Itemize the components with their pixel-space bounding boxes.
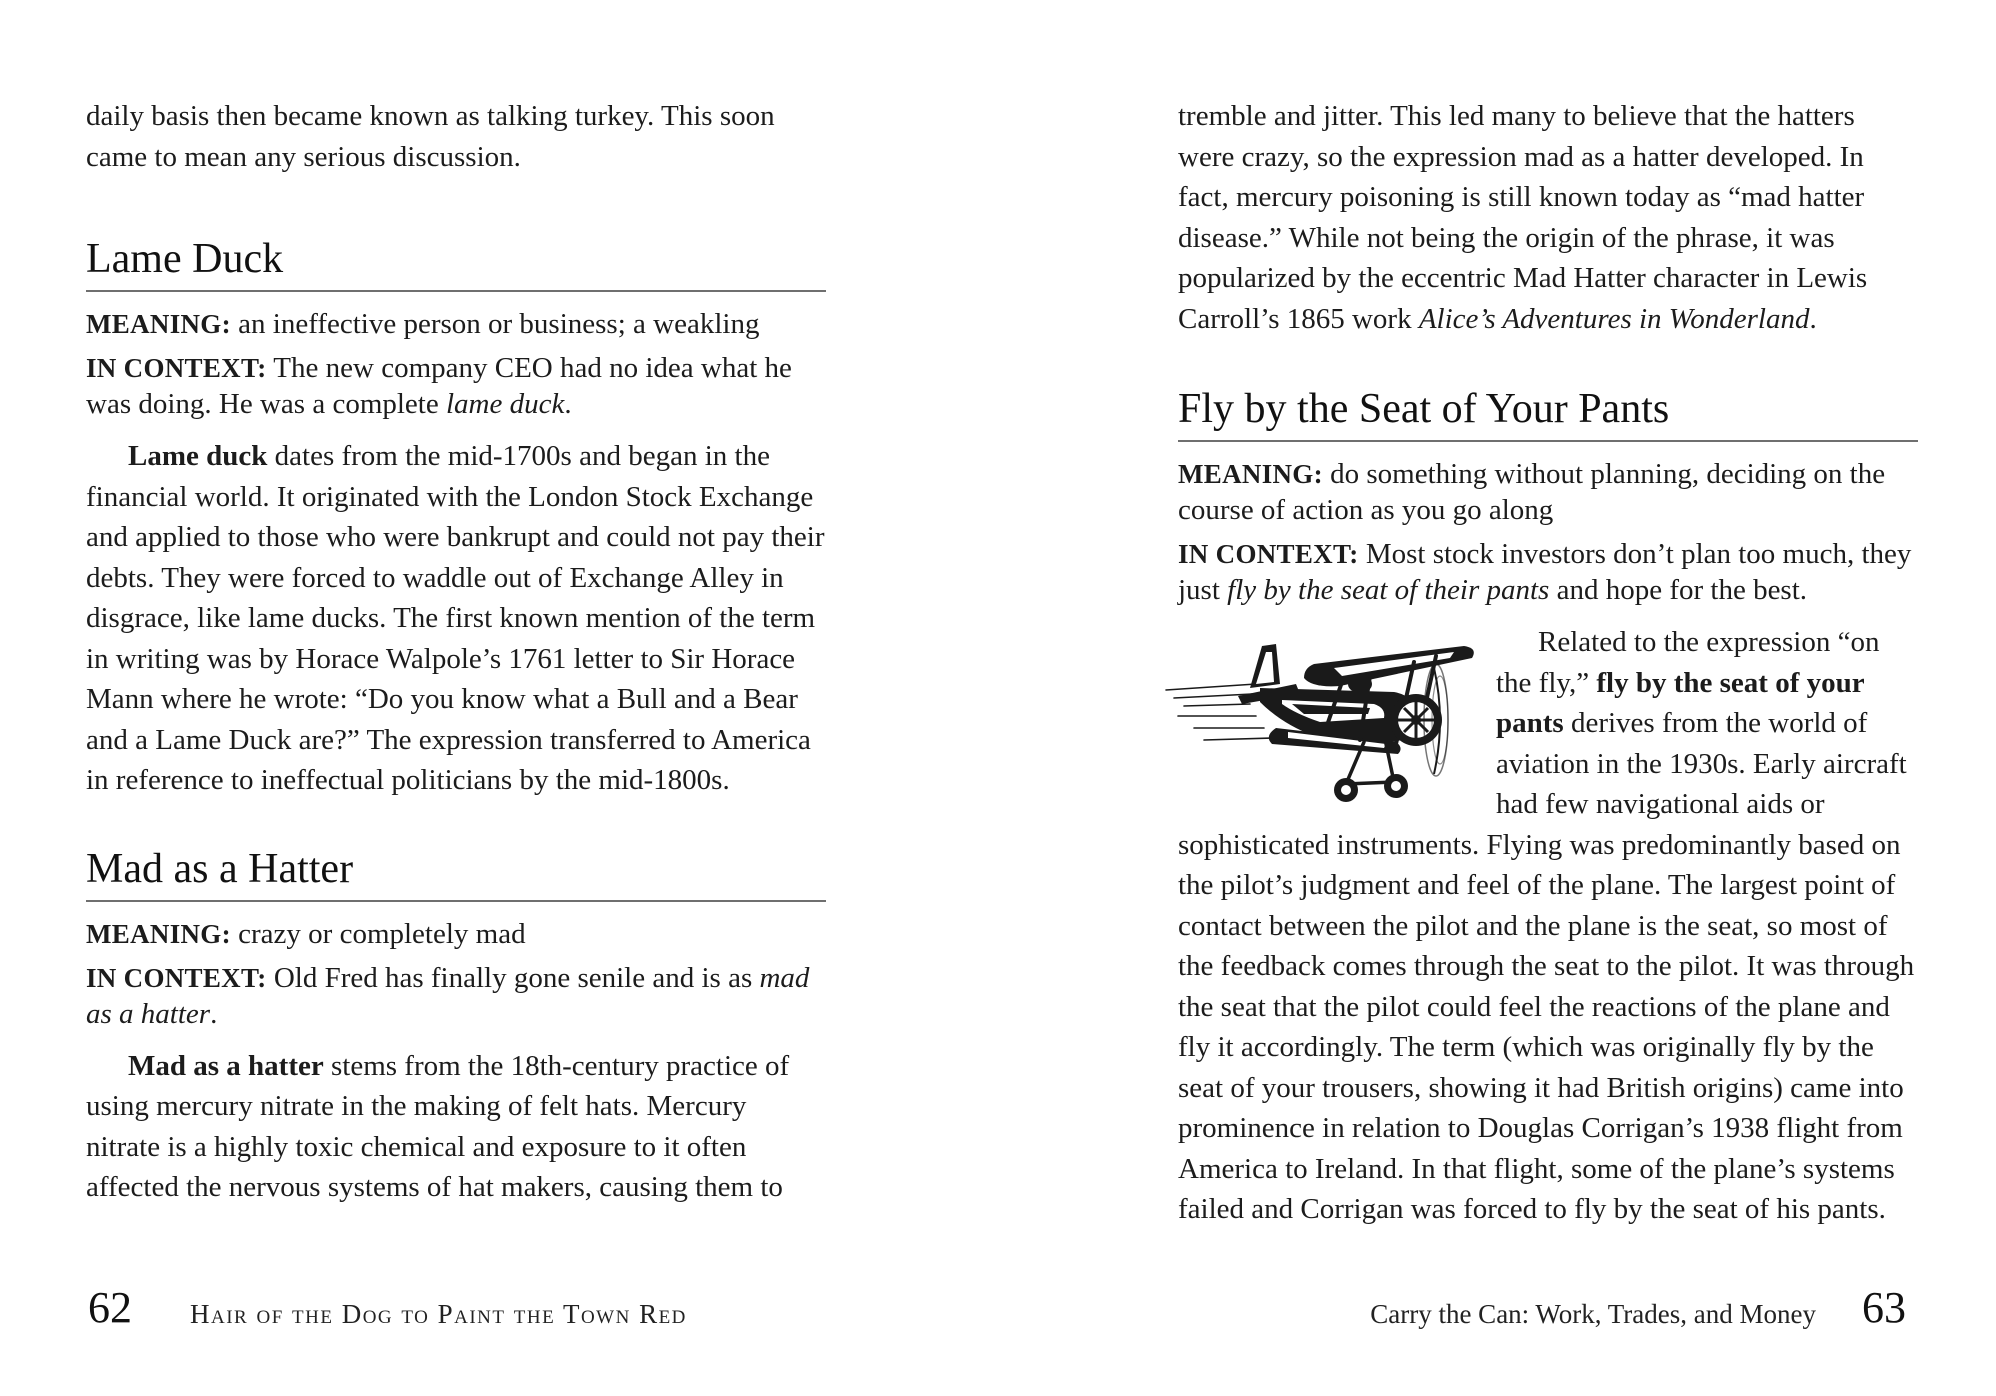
entry-body bbox=[86, 1046, 826, 1208]
context-label: IN CONTEXT: bbox=[1178, 539, 1359, 569]
entry-title: Fly by the Seat of Your Pants bbox=[1178, 383, 1918, 442]
running-head-right: Carry the Can: Work, Trades, and Money bbox=[1370, 1299, 1816, 1329]
body-text: dates from the mid-1700s and began in the financial world. It originated with the London Stock Exchange and applied to those who were bankrupt and could not pay their debts. They were forced to waddle out of Exchange Alley in disgrace, like lame ducks. The first known mention of the term in writing was by Horace Walpole’s 1761 letter to Sir Horace Mann where he wrote: “Do you know what a Bull and a Bear and a Lame Duck are?” The expression transferred to America in reference to ineffectual politicians by the mid-1800s. bbox=[86, 440, 825, 796]
context-phrase: mad as a hatter bbox=[86, 961, 810, 1030]
context-text: Most stock investors don’t plan too much, they just bbox=[1178, 538, 1912, 606]
page-number-left: 62 bbox=[88, 1283, 132, 1332]
entry-title: Lame Duck bbox=[86, 233, 826, 292]
biplane-illustration-icon bbox=[1164, 624, 1484, 814]
entry-body bbox=[86, 436, 826, 801]
meaning-text: do something without planning, deciding on the course of action as you go along bbox=[1178, 458, 1886, 526]
body-lead-phrase: Mad as a hatter bbox=[128, 1049, 324, 1082]
intro-paragraph: daily basis then became known as talking turkey. This soon came to mean any serious discussion. bbox=[86, 100, 775, 173]
entry-title: Mad as a Hatter bbox=[86, 843, 826, 902]
meaning-line bbox=[86, 916, 826, 952]
context-line bbox=[86, 960, 826, 1032]
body-lead-phrase: Lame duck bbox=[128, 440, 268, 472]
meaning-label: MEANING: bbox=[86, 309, 231, 339]
continued-text: tremble and jitter. This led many to believe that the hatters were crazy, so the expression mad as a hatter developed. In fact, mercury poisoning is still known today as “mad hatter disease.” While not being the origin of the phrase, it was popularized by the eccentric Mad Hatter character in Lewis Carroll’s 1865 work bbox=[1178, 100, 1868, 335]
running-head-left: Hair of the Dog to Paint the Town Red bbox=[190, 1299, 687, 1329]
left-page bbox=[86, 96, 826, 1208]
meaning-line bbox=[1178, 456, 1918, 528]
entry-mad-as-a-hatter bbox=[86, 843, 826, 1208]
continued-paragraph bbox=[1178, 96, 1918, 339]
context-label: IN CONTEXT: bbox=[86, 353, 267, 383]
meaning-text: an ineffective person or business; a weakling bbox=[230, 308, 760, 340]
context-line bbox=[86, 350, 826, 422]
context-end: . bbox=[564, 388, 572, 420]
context-label: IN CONTEXT: bbox=[86, 962, 267, 993]
body-text: stems from the 18th-century practice of using mercury nitrate in the making of felt hats. Mercury nitrate is a highly toxic chemical and exposure to it often affected the nervous systems of hat makers, causing them to bbox=[86, 1049, 790, 1203]
context-text: Old Fred has finally gone senile and is as bbox=[266, 961, 760, 994]
context-phrase: fly by the seat of their pants bbox=[1227, 574, 1550, 606]
page-number-right: 63 bbox=[1862, 1283, 1906, 1332]
body-lead-phrase: fly by the seat of your pants bbox=[1496, 666, 1865, 739]
meaning-text: crazy or completely mad bbox=[230, 917, 526, 950]
meaning-label: MEANING: bbox=[86, 918, 231, 949]
context-line bbox=[1178, 536, 1918, 608]
context-end: and hope for the best. bbox=[1549, 574, 1808, 606]
book-title: Alice’s Adventures in Wonderland bbox=[1418, 302, 1810, 335]
meaning-line bbox=[86, 306, 826, 342]
context-end: . bbox=[210, 997, 218, 1030]
context-text: The new company CEO had no idea what he was doing. He was a complete bbox=[86, 352, 792, 420]
right-page bbox=[1178, 96, 1918, 1230]
entry-lame-duck bbox=[86, 233, 826, 801]
entry-fly-by-the-seat bbox=[1178, 383, 1918, 1230]
body-text: derives from the world of aviation in the 1930s. Early aircraft had few navigational aids or sophisticated instruments. Flying was predominantly based on the pilot’s judgment and feel of the plane. The largest point of contact between the pilot and the plane is the seat, so most of the feedback comes through the seat to the pilot. It was through the seat that the pilot could feel the reactions of the plane and fly it accordingly. The term (which was originally fly by the seat of your trousers, showing it had British origins) came into prominence in relation to Douglas Corrigan’s 1938 flight from America to Ireland. In that flight, some of the plane’s systems failed and Corrigan was forced to fly by the seat of his pants. bbox=[1178, 707, 1915, 1225]
meaning-label: MEANING: bbox=[1178, 459, 1323, 489]
context-phrase: lame duck bbox=[445, 388, 565, 420]
continued-end: . bbox=[1809, 302, 1817, 335]
body-intro: Related to the expression “on the fly,” bbox=[1496, 626, 1880, 699]
